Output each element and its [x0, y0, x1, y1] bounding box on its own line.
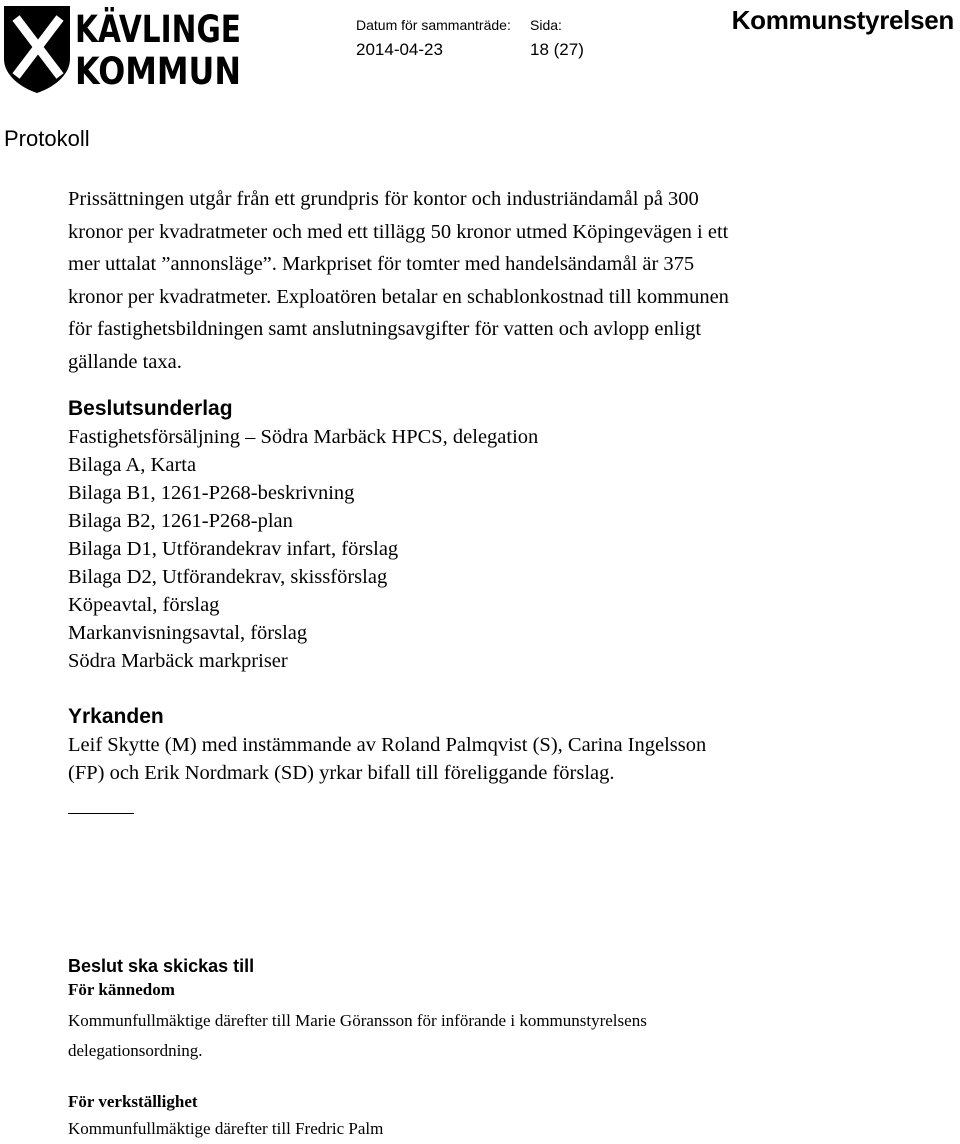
- list-item: Bilaga A, Karta: [68, 453, 197, 476]
- verkstallighet-line: Kommunfullmäktige därefter till Fredric Palm: [68, 1118, 384, 1138]
- intro-line: mer uttalat ”annonsläge”. Markpriset för tomter med handelsändamål är 375: [68, 253, 695, 276]
- intro-line: kronor per kvadratmeter. Exploatören betalar en schablonkostnad till kommunen: [68, 285, 729, 308]
- list-item: Bilaga B2, 1261-P268-plan: [68, 509, 293, 532]
- yrkanden-line: (FP) och Erik Nordmark (SD) yrkar bifall till föreliggande förslag.: [68, 761, 615, 784]
- list-item: Köpeavtal, förslag: [68, 593, 220, 616]
- kannedom-heading: För kännedom: [68, 979, 175, 999]
- section-heading: Yrkanden: [68, 704, 164, 728]
- logo-graphic: [2, 4, 283, 94]
- document-type: Protokoll: [4, 126, 90, 151]
- kavlinge-kommun-logo: [2, 4, 283, 94]
- meeting-date-value: 2014-04-23: [356, 40, 443, 59]
- list-item: Södra Marbäck markpriser: [68, 649, 288, 672]
- section-heading: Beslutsunderlag: [68, 396, 233, 420]
- logo-text-line2: KOMMUN: [75, 50, 241, 93]
- beslutsunderlag-section: [68, 395, 948, 675]
- document-body: [68, 183, 948, 1144]
- list-item: Fastighetsförsäljning – Södra Marbäck HPCS, delegation: [68, 425, 539, 448]
- meeting-date-label: Datum för sammanträde:: [356, 17, 511, 33]
- skickas-section: [68, 954, 948, 1144]
- list-item: Bilaga D2, Utförandekrav, skissförslag: [68, 565, 388, 588]
- separator-line: [68, 813, 134, 814]
- list-item: Bilaga B1, 1261-P268-beskrivning: [68, 481, 355, 504]
- logo-text-line1: KÄVLINGE: [75, 8, 283, 51]
- intro-line: kronor per kvadratmeter och med ett tillägg 50 kronor utmed Köpingevägen i ett: [68, 220, 729, 243]
- intro-line: gällande taxa.: [68, 350, 182, 373]
- yrkanden-section: [68, 702, 948, 787]
- intro-paragraph: [68, 183, 948, 379]
- intro-line: för fastighetsbildningen samt anslutningsavgifter för vatten och avlopp enligt: [68, 318, 702, 341]
- page-header: [0, 0, 960, 100]
- organization-name: Kommunstyrelsen: [731, 5, 954, 35]
- section-heading: Beslut ska skickas till: [68, 955, 255, 976]
- list-item: Markanvisningsavtal, förslag: [68, 621, 308, 644]
- shield-icon: [4, 6, 70, 93]
- page-number-value: 18 (27): [530, 40, 584, 59]
- list-item: Bilaga D1, Utförandekrav infart, förslag: [68, 537, 399, 560]
- page-number-label: Sida:: [530, 17, 562, 33]
- yrkanden-line: Leif Skytte (M) med instämmande av Roland Palmqvist (S), Carina Ingelsson: [68, 733, 707, 756]
- verkstallighet-heading: För verkställighet: [68, 1091, 198, 1111]
- kannedom-line: Kommunfullmäktige därefter till Marie Göransson för införande i kommunstyrelsens: [68, 1010, 647, 1030]
- intro-line: Prissättningen utgår från ett grundpris för kontor och industriändamål på 300: [68, 188, 699, 210]
- kannedom-line: delegationsordning.: [68, 1040, 203, 1060]
